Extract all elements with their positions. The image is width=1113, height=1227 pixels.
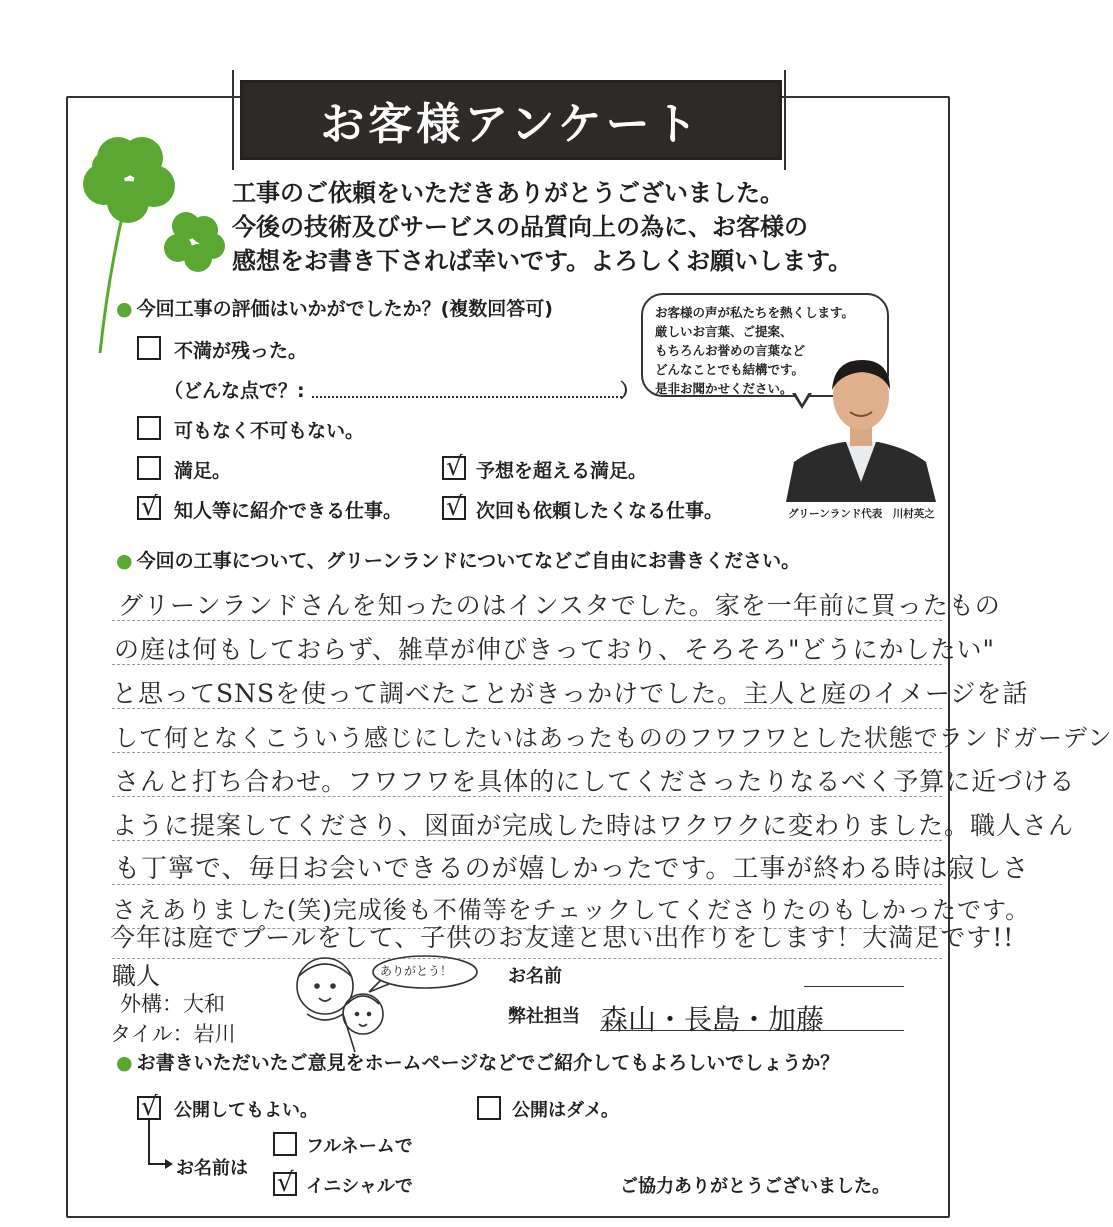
option-fullname-label: フルネームで [306,1136,413,1157]
bullet-icon: ● [116,298,133,320]
ruled-line [112,958,942,959]
checkmark-icon: √ [277,1168,294,1198]
checkmark-icon: √ [141,492,158,522]
bullet-icon: ● [116,550,133,572]
intro-line: 今後の技術及びサービスの品質向上の為に、お客様の [232,213,808,241]
title-banner [240,80,782,160]
question-3-label: お書きいただいたご意見をホームページなどでご紹介してもよろしいでしょうか？ [136,1052,840,1074]
dissatisfied-detail-field[interactable] [312,396,622,398]
option-recommend-label: 知人等に紹介できる仕事。 [174,500,403,522]
checkbox-publish-no[interactable] [477,1096,501,1120]
name-field[interactable] [804,986,904,987]
comment-line: も丁寧で、毎日お会いできるのが嬉しかったです。工事が終わる時は寂しさ [114,854,1030,884]
thanks-text: ご協力ありがとうございました。 [620,1176,890,1197]
checkbox-recommend[interactable] [137,492,161,522]
doodle-speech: ありがとう！ [380,964,453,978]
question-2-label: 今回の工事について、グリーンランドについてなどご自由にお書きください。 [136,550,801,572]
checkbox-neutral[interactable] [137,416,161,440]
dissatisfied-detail-label: （どんな点で？: [164,380,305,402]
checkmark-icon: √ [141,1092,158,1122]
option-neutral-label: 可もなく不可もない。 [174,420,365,442]
craftsmen-tile: タイル：岩川 [110,1022,236,1046]
intro-text [232,176,852,278]
photo-caption: グリーンランド代表 川村英之 [788,508,935,520]
clover-icon [160,208,230,278]
question-1-label: 今回工事の評価はいかがでしたか？(複数回答可) [136,298,553,320]
option-satisfied-label: 満足。 [174,460,232,482]
intro-line: 工事のご依頼をいただきありがとうございました。 [232,179,784,207]
checkbox-again[interactable] [442,492,466,522]
checkbox-fullname[interactable] [273,1132,297,1156]
staff-names: 森山・長島・加藤 [600,1003,825,1036]
option-exceed-label: 予想を超える満足。 [476,460,648,482]
branch-arrow [145,1120,175,1172]
checkbox-publish-ok[interactable] [137,1092,161,1122]
comment-line: さえありました(笑)完成後も不備等をチェックしてくださりたのもしかったです。 [112,896,1031,924]
name-format-prefix: お名前は [176,1158,248,1179]
staff-label: 弊社担当 [508,1006,580,1027]
checkbox-satisfied[interactable] [137,456,161,480]
comment-line: さんと打ち合わせ。フワフワを具体的にしてくださったりなるべく予算に近づける [114,767,1076,796]
comment-line: して何となくこういう感じにしたいはあったもののフワフワとした状態でランドガーデン [114,724,1113,752]
staff-field [600,1030,904,1031]
question-3 [116,1048,839,1075]
question-2 [116,546,800,573]
frame-tick [784,70,786,170]
comment-line: 今年は庭でプールをして、子供のお友達と思い出作りをします！大満足です!! [110,923,1015,952]
option-publish-ok-label: 公開してもよい。 [174,1100,318,1121]
dissatisfied-detail-close: ） [620,380,640,402]
page-title: お客様アンケート [320,99,702,150]
bubble-line: 厳しいお言葉、ご提案、 [655,324,793,339]
representative-photo [786,350,936,502]
bubble-line: もちろんお誉めの言葉など [655,343,806,358]
name-label: お名前 [508,966,562,987]
bullet-icon: ● [116,1052,133,1074]
comment-line: グリーンランドさんを知ったのはインスタでした。家を一年前に買ったもの [118,591,1001,620]
craftsmen-heading: 職人 [112,962,160,990]
bubble-line: 是非お聞かせください。 [655,381,793,396]
frame-tick [232,70,234,170]
comment-line: と思ってSNSを使って調べたことがきっかけでした。主人と庭のイメージを話 [112,679,1029,708]
checkbox-dissatisfied[interactable] [137,336,161,360]
option-dissatisfied-label: 不満が残った。 [174,340,308,362]
bubble-line: お客様の声が私たちを熱くします。 [655,305,855,320]
comment-line: ように提案してくださり、図面が完成した時はワクワクに変わりました。職人さん [112,811,1075,840]
bubble-line: どんなことでも結構です。 [655,362,805,377]
craftsmen-exterior: 外構：大和 [120,992,225,1016]
checkmark-icon: √ [446,452,463,482]
checkbox-initial[interactable] [273,1168,297,1198]
checkbox-exceed[interactable] [442,452,466,482]
comment-line: の庭は何もしておらず、雑草が伸びきっており、そろそろ"どうにかしたい" [114,635,996,664]
option-again-label: 次回も依頼したくなる仕事。 [476,500,724,522]
checkmark-icon: √ [446,492,463,522]
option-publish-no-label: 公開はダメ。 [512,1100,619,1121]
option-initial-label: イニシャルで [306,1176,413,1197]
question-1 [116,294,553,321]
intro-line: 感想をお書き下されば幸いです。よろしくお願いします。 [232,247,853,275]
